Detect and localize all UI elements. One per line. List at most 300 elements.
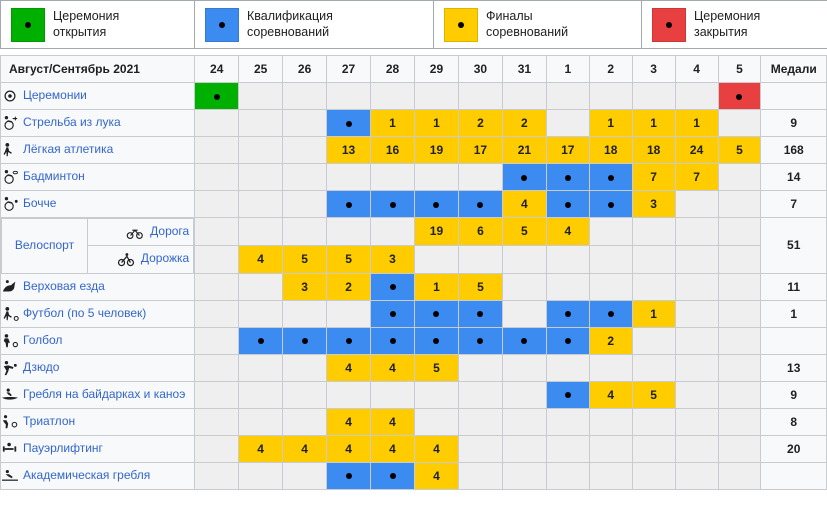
event-dot-icon (521, 175, 527, 181)
legend-label-line: Церемония (694, 8, 761, 23)
sport-name-cell[interactable] (1, 300, 195, 327)
schedule-cell-medals[interactable]: 2 (458, 110, 502, 137)
schedule-cell-medals[interactable]: 2 (502, 110, 546, 137)
schedule-cell-medals[interactable]: 4 (414, 435, 458, 462)
canoe-icon (1, 387, 19, 403)
schedule-cell-empty (675, 273, 718, 300)
sport-link[interactable]: Академическая гребля (23, 467, 151, 482)
sport-link[interactable]: Бадминтон (23, 169, 85, 184)
discipline-cell[interactable] (88, 246, 194, 273)
schedule-cell-medals[interactable]: 4 (371, 435, 415, 462)
schedule-cell-empty (327, 164, 371, 191)
schedule-cell-empty (718, 300, 761, 327)
schedule-cell-empty (502, 83, 546, 110)
boccia-icon (1, 196, 19, 212)
schedule-cell-medals[interactable]: 4 (283, 435, 327, 462)
schedule-cell-empty (632, 218, 675, 246)
sport-name-cell[interactable] (1, 381, 195, 408)
archery-icon (1, 115, 19, 131)
date-header: 2 (589, 56, 632, 83)
legend-label-line: Финалы (486, 8, 533, 23)
schedule-cell-empty (718, 435, 761, 462)
legend-finals (434, 1, 642, 49)
schedule-cell-medals[interactable]: 1 (632, 300, 675, 327)
schedule-cell-empty (239, 273, 283, 300)
schedule-cell-empty (502, 354, 546, 381)
schedule-cell-empty (718, 218, 761, 246)
schedule-cell-event[interactable] (458, 300, 502, 327)
legend-label-line: открытия (53, 24, 107, 39)
sport-name-cell[interactable] (1, 191, 195, 218)
schedule-cell-empty (589, 218, 632, 246)
schedule-cell-event[interactable] (239, 327, 283, 354)
schedule-cell-medals[interactable]: 1 (589, 110, 632, 137)
schedule-cell-medals[interactable]: 4 (327, 354, 371, 381)
schedule-cell-empty (718, 408, 761, 435)
event-dot-icon (565, 175, 571, 181)
legend-dot-icon (666, 22, 672, 28)
schedule-cell-medals[interactable]: 4 (589, 381, 632, 408)
schedule-cell-empty (239, 218, 283, 246)
table-row (1, 408, 827, 435)
date-header: 5 (718, 56, 761, 83)
schedule-cell-event[interactable] (458, 327, 502, 354)
schedule-cell-medals[interactable]: 19 (414, 218, 458, 246)
schedule-cell-event[interactable] (371, 191, 415, 218)
schedule-cell-empty (632, 245, 675, 273)
medals-total: 14 (761, 164, 827, 191)
medals-total: 9 (761, 381, 827, 408)
sport-link[interactable]: Футбол (по 5 человек) (23, 305, 147, 320)
schedule-cell-event[interactable] (371, 462, 415, 489)
event-dot-icon (346, 473, 352, 479)
table-row (1, 191, 827, 218)
schedule-cell-event[interactable] (371, 273, 415, 300)
schedule-cell-medals[interactable]: 2 (589, 327, 632, 354)
date-header: 1 (546, 56, 589, 83)
table-row (1, 354, 827, 381)
schedule-cell-event[interactable] (546, 300, 589, 327)
schedule-cell-empty (502, 408, 546, 435)
schedule-cell-empty (589, 462, 632, 489)
schedule-cell-empty (283, 462, 327, 489)
schedule-cell-empty (239, 300, 283, 327)
schedule-cell-empty (502, 462, 546, 489)
schedule-cell-medals[interactable]: 21 (502, 137, 546, 164)
legend-label-line: Квалификация (247, 8, 333, 23)
date-header: 28 (371, 56, 415, 83)
sport-link[interactable]: Голбол (23, 332, 63, 347)
schedule-cell-empty (632, 327, 675, 354)
schedule-cell-empty (414, 83, 458, 110)
sport-link[interactable]: Лёгкая атлетика (23, 142, 114, 157)
schedule-cell-empty (718, 245, 761, 273)
schedule-cell-empty (371, 164, 415, 191)
table-row (1, 137, 827, 164)
event-dot-icon (736, 94, 742, 100)
schedule-cell-empty (632, 435, 675, 462)
schedule-cell-empty (239, 164, 283, 191)
date-header: 26 (283, 56, 327, 83)
sport-link[interactable]: Пауэрлифтинг (23, 440, 103, 455)
schedule-cell-empty (458, 83, 502, 110)
discipline-link[interactable]: Дорожка (140, 251, 190, 266)
schedule-cell-empty (458, 164, 502, 191)
event-dot-icon (390, 473, 396, 479)
schedule-cell-empty (239, 191, 283, 218)
schedule-cell-empty (675, 354, 718, 381)
table-row (1, 110, 827, 137)
schedule-cell-empty (718, 354, 761, 381)
schedule-cell-medals[interactable]: 4 (546, 218, 589, 246)
schedule-cell-event[interactable] (327, 327, 371, 354)
schedule-cell-medals[interactable]: 4 (371, 354, 415, 381)
schedule-cell-medals[interactable]: 17 (458, 137, 502, 164)
schedule-cell-medals[interactable]: 7 (632, 164, 675, 191)
medals-total (761, 327, 827, 354)
event-dot-icon (608, 202, 614, 208)
schedule-cell-event[interactable] (327, 110, 371, 137)
schedule-cell-medals[interactable]: 16 (371, 137, 415, 164)
schedule-cell-event[interactable] (327, 462, 371, 489)
schedule-cell-empty (589, 245, 632, 273)
schedule-cell-medals[interactable]: 4 (371, 408, 415, 435)
table-row (1, 381, 827, 408)
schedule-cell-empty (195, 408, 239, 435)
medals-total: 9 (761, 110, 827, 137)
schedule-cell-empty (239, 381, 283, 408)
legend-label-line: Церемония (53, 8, 120, 23)
schedule-cell-empty (675, 408, 718, 435)
schedule-cell-empty (195, 191, 239, 218)
event-dot-icon (390, 311, 396, 317)
schedule-cell-empty (195, 381, 239, 408)
table-corner-label: Август/Сентябрь 2021 (1, 56, 195, 83)
schedule-cell-empty (718, 191, 761, 218)
schedule-cell-empty (632, 408, 675, 435)
table-row (1, 164, 827, 191)
sport-name-cell[interactable] (1, 462, 195, 489)
sport-name-cell[interactable] (1, 435, 195, 462)
equestrian-icon (1, 279, 19, 295)
event-dot-icon (302, 338, 308, 344)
schedule-cell-empty (546, 273, 589, 300)
date-header: 30 (458, 56, 502, 83)
schedule-cell-empty (414, 381, 458, 408)
schedule-cell-medals[interactable]: 4 (327, 408, 371, 435)
schedule-cell-empty (718, 381, 761, 408)
schedule-cell-medals[interactable]: 7 (675, 164, 718, 191)
date-header: 3 (632, 56, 675, 83)
schedule-cell-empty (283, 164, 327, 191)
schedule-cell-empty (589, 83, 632, 110)
schedule-cell-event[interactable] (458, 191, 502, 218)
sport-link[interactable]: Бочче (23, 196, 57, 211)
schedule-cell-empty (589, 408, 632, 435)
schedule-cell-medals[interactable]: 4 (239, 245, 283, 273)
schedule-cell-empty (546, 110, 589, 137)
sport-name-cell[interactable] (1, 273, 195, 300)
schedule-cell-empty (546, 462, 589, 489)
schedule-cell-event[interactable] (414, 327, 458, 354)
schedule-cell-empty (632, 462, 675, 489)
schedule-cell-medals[interactable]: 5 (632, 381, 675, 408)
schedule-cell-empty (502, 300, 546, 327)
event-dot-icon (433, 311, 439, 317)
sport-link[interactable]: Церемонии (23, 88, 87, 103)
ceremony-icon (1, 88, 19, 104)
schedule-cell-empty (589, 354, 632, 381)
legend-label-line: соревнований (486, 24, 569, 39)
schedule-cell-empty (675, 435, 718, 462)
table-row (1, 435, 827, 462)
schedule-cell-event[interactable] (502, 327, 546, 354)
schedule-cell-empty (327, 300, 371, 327)
schedule-cell-empty (195, 137, 239, 164)
event-dot-icon (608, 175, 614, 181)
event-dot-icon (565, 392, 571, 398)
schedule-cell-empty (546, 408, 589, 435)
event-dot-icon (214, 94, 220, 100)
event-dot-icon (258, 338, 264, 344)
legend-qualification (195, 1, 434, 49)
schedule-cell-event[interactable] (414, 191, 458, 218)
cycling-track-icon (115, 251, 137, 267)
schedule-cell-empty (718, 273, 761, 300)
schedule-cell-empty (283, 300, 327, 327)
schedule-cell-empty (195, 164, 239, 191)
goalball-icon (1, 333, 19, 349)
schedule-cell-medals[interactable]: 3 (632, 191, 675, 218)
schedule-cell-event[interactable] (502, 164, 546, 191)
schedule-cell-empty (283, 218, 327, 246)
schedule-cell-medals[interactable]: 5 (283, 245, 327, 273)
schedule-cell-event[interactable] (546, 164, 589, 191)
judo-icon (1, 360, 19, 376)
schedule-cell-event[interactable] (546, 327, 589, 354)
sport-name-cell[interactable] (1, 137, 195, 164)
legend-dot-icon (25, 22, 31, 28)
table-row (1, 300, 827, 327)
legend (0, 0, 827, 49)
event-dot-icon (477, 202, 483, 208)
schedule-cell-empty (327, 381, 371, 408)
schedule-cell-event[interactable] (546, 381, 589, 408)
schedule-cell-event[interactable] (718, 83, 761, 110)
schedule-cell-empty (675, 381, 718, 408)
schedule-cell-empty (458, 435, 502, 462)
sport-link[interactable]: Гребля на байдарках и каноэ (23, 386, 186, 401)
date-header: 4 (675, 56, 718, 83)
schedule-cell-medals[interactable]: 5 (327, 245, 371, 273)
event-dot-icon (346, 121, 352, 127)
schedule-cell-medals[interactable]: 4 (502, 191, 546, 218)
medals-total: 8 (761, 408, 827, 435)
schedule-cell-medals[interactable]: 18 (589, 137, 632, 164)
schedule-cell-empty (502, 273, 546, 300)
legend-color-swatch (11, 8, 45, 42)
legend-opening-ceremony (1, 1, 195, 49)
schedule-cell-medals[interactable]: 5 (458, 273, 502, 300)
schedule-cell-event[interactable] (589, 191, 632, 218)
schedule-cell-medals[interactable]: 5 (414, 354, 458, 381)
event-dot-icon (390, 202, 396, 208)
date-header: 31 (502, 56, 546, 83)
medals-total: 168 (761, 137, 827, 164)
schedule-cell-medals[interactable]: 3 (371, 245, 415, 273)
schedule-cell-medals[interactable]: 1 (371, 110, 415, 137)
discipline-link[interactable]: Дорога (150, 224, 190, 239)
schedule-cell-empty (632, 273, 675, 300)
schedule-cell-medals[interactable]: 17 (546, 137, 589, 164)
badminton-icon (1, 169, 19, 185)
event-dot-icon (390, 284, 396, 290)
schedule-cell-medals[interactable]: 5 (718, 137, 761, 164)
schedule-cell-empty (458, 381, 502, 408)
medals-total: 51 (761, 218, 827, 274)
sport-link[interactable]: Дзюдо (23, 359, 60, 374)
schedule-cell-medals[interactable]: 1 (675, 110, 718, 137)
schedule-cell-empty (414, 245, 458, 273)
sport-group-cell[interactable] (1, 218, 195, 274)
schedule-cell-empty (414, 408, 458, 435)
schedule-cell-empty (195, 354, 239, 381)
schedule-cell-empty (718, 462, 761, 489)
schedule-cell-empty (718, 164, 761, 191)
schedule-cell-medals[interactable]: 2 (327, 273, 371, 300)
schedule-cell-medals[interactable]: 1 (632, 110, 675, 137)
discipline-cell[interactable] (88, 219, 194, 246)
legend-label-line: закрытия (694, 24, 748, 39)
event-dot-icon (477, 311, 483, 317)
sport-name-cell[interactable] (1, 164, 195, 191)
schedule-cell-empty (195, 435, 239, 462)
schedule-cell-medals[interactable]: 1 (414, 110, 458, 137)
legend-label-line: соревнований (247, 24, 330, 39)
medals-total (761, 462, 827, 489)
sport-name-cell[interactable] (1, 408, 195, 435)
sport-link[interactable]: Стрельба из лука (23, 115, 121, 130)
schedule-cell-empty (589, 273, 632, 300)
schedule-cell-empty (195, 300, 239, 327)
football5-icon (1, 306, 19, 322)
schedule-cell-medals[interactable]: 13 (327, 137, 371, 164)
event-dot-icon (346, 202, 352, 208)
schedule-cell-empty (675, 327, 718, 354)
schedule-cell-empty (327, 83, 371, 110)
schedule-cell-empty (675, 218, 718, 246)
schedule-cell-empty (283, 191, 327, 218)
sport-link[interactable]: Верховая езда (23, 278, 105, 293)
schedule-cell-event[interactable] (371, 300, 415, 327)
medals-total: 11 (761, 273, 827, 300)
medals-total: 7 (761, 191, 827, 218)
schedule-cell-empty (371, 381, 415, 408)
schedule-cell-empty (675, 300, 718, 327)
schedule-cell-event[interactable] (589, 164, 632, 191)
medals-total (761, 83, 827, 110)
legend-dot-icon (458, 22, 464, 28)
schedule-cell-medals[interactable]: 1 (414, 273, 458, 300)
schedule-cell-event[interactable] (327, 191, 371, 218)
date-header: 27 (327, 56, 371, 83)
legend-color-swatch (652, 8, 686, 42)
schedule-cell-medals[interactable]: 3 (283, 273, 327, 300)
event-dot-icon (433, 338, 439, 344)
medals-header: Медали (761, 56, 827, 83)
sport-name-cell[interactable] (1, 110, 195, 137)
sport-name-cell[interactable] (1, 327, 195, 354)
schedule-cell-empty (718, 327, 761, 354)
schedule-cell-event[interactable] (546, 191, 589, 218)
schedule-cell-medals[interactable]: 4 (239, 435, 283, 462)
medals-total: 1 (761, 300, 827, 327)
schedule-cell-medals[interactable]: 4 (414, 462, 458, 489)
schedule-cell-medals[interactable]: 5 (502, 218, 546, 246)
cycling-road-icon (124, 224, 146, 240)
rowing-icon (1, 468, 19, 484)
schedule-cell-empty (458, 354, 502, 381)
sport-group-name[interactable] (2, 219, 88, 273)
event-dot-icon (390, 338, 396, 344)
schedule-cell-medals[interactable]: 24 (675, 137, 718, 164)
triathlon-icon (1, 414, 19, 430)
schedule-cell-empty (632, 83, 675, 110)
schedule-cell-empty (283, 381, 327, 408)
event-dot-icon (565, 202, 571, 208)
schedule-cell-empty (632, 354, 675, 381)
schedule-cell-event[interactable] (195, 83, 239, 110)
table-row (1, 273, 827, 300)
event-dot-icon (565, 311, 571, 317)
schedule-cell-medals[interactable]: 19 (414, 137, 458, 164)
schedule-cell-medals[interactable]: 6 (458, 218, 502, 246)
schedule-cell-empty (546, 435, 589, 462)
date-header: 24 (195, 56, 239, 83)
sport-name-cell[interactable] (1, 354, 195, 381)
legend-dot-icon (219, 22, 225, 28)
schedule-cell-empty (239, 110, 283, 137)
table-row (1, 83, 827, 110)
schedule-cell-empty (502, 381, 546, 408)
schedule-cell-empty (458, 408, 502, 435)
schedule-cell-empty (458, 462, 502, 489)
schedule-cell-empty (675, 191, 718, 218)
sport-name-cell[interactable] (1, 83, 195, 110)
medals-total: 13 (761, 354, 827, 381)
event-dot-icon (477, 338, 483, 344)
schedule-cell-empty (195, 462, 239, 489)
schedule-cell-empty (546, 245, 589, 273)
schedule-cell-event[interactable] (283, 327, 327, 354)
schedule-cell-empty (283, 354, 327, 381)
table-row (1, 327, 827, 354)
schedule-cell-empty (239, 408, 283, 435)
schedule-cell-medals[interactable]: 4 (327, 435, 371, 462)
schedule-cell-empty (239, 137, 283, 164)
schedule-cell-empty (371, 83, 415, 110)
sport-link[interactable]: Триатлон (23, 413, 76, 428)
schedule-cell-empty (327, 218, 371, 246)
sport-link[interactable]: Велоспорт (14, 237, 75, 252)
schedule-cell-medals[interactable]: 18 (632, 137, 675, 164)
schedule-table (0, 55, 827, 490)
schedule-cell-empty (239, 354, 283, 381)
event-dot-icon (608, 311, 614, 317)
schedule-cell-event[interactable] (589, 300, 632, 327)
schedule-cell-event[interactable] (414, 300, 458, 327)
schedule-cell-event[interactable] (371, 327, 415, 354)
